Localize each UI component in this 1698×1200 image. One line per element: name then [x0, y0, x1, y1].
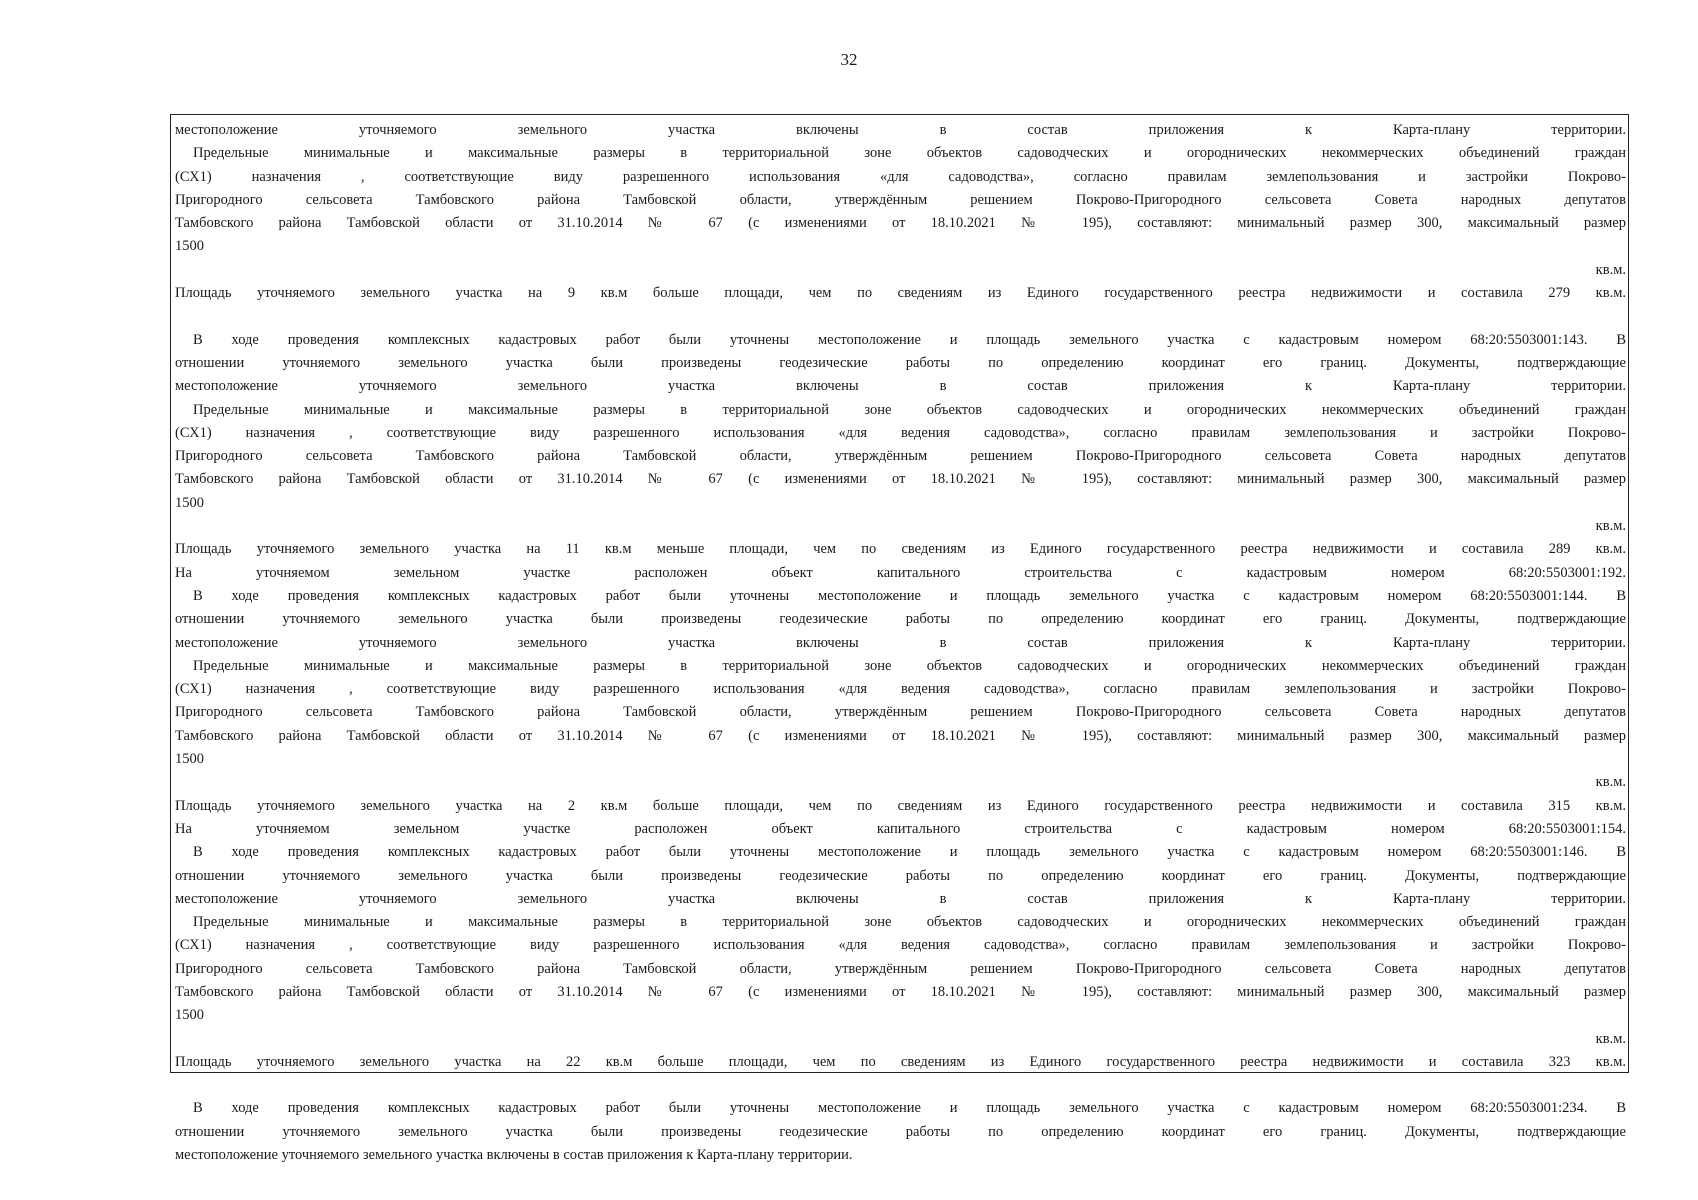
text-line: Тамбовского района Тамбовской области от 31.10.2014 № 67 (с изменениями от 18.10.2021 № 195), составляют: минимальный размер 300, максимальный размер — [175, 727, 1626, 744]
text-line: отношении уточняемого земельного участка были произведены геодезические работы по определению координат его границ. Документы, подтверждающие — [175, 611, 1626, 628]
text-line: Пригородного сельсовета Тамбовского района Тамбовской области, утверждённым решением Покрово-Пригородного сельсовета Совета народных депутатов — [175, 191, 1626, 208]
text-line: отношении уточняемого земельного участка были произведены геодезические работы по определению координат его границ. Документы, подтверждающие — [175, 354, 1626, 371]
text-line: (СХ1) назначения , соответствующие виду разрешенного использования «для ведения садоводства», согласно правилам землепользования и застройки Покрово- — [175, 424, 1626, 441]
text-line: (СХ1) назначения , соответствующие виду разрешенного использования «для ведения садоводства», согласно правилам землепользования и застройки Покрово- — [175, 937, 1626, 954]
text-line: 1500 — [175, 238, 204, 255]
text-line: В ходе проведения комплексных кадастровых работ были уточнены местоположение и площадь земельного участка с кадастровым номером 68:20:5503001:143. В — [193, 331, 1626, 348]
blank-line — [175, 305, 1626, 328]
text-line: кв.м. — [1595, 518, 1626, 535]
text-line: Площадь уточняемого земельного участка на 11 кв.м меньше площади, чем по сведениям из Единого государственного реестра недвижимости и составила 289 кв.м. — [175, 541, 1626, 558]
text-line: Предельные минимальные и максимальные размеры в территориальной зоне объектов садоводческих и огороднических некоммерческих объединений граждан — [193, 914, 1626, 931]
text-line: местоположение уточняемого земельного участка включены в состав приложения к Карта-плану территории. — [175, 1147, 853, 1164]
text-line: В ходе проведения комплексных кадастровых работ были уточнены местоположение и площадь земельного участка с кадастровым номером 68:20:5503001:144. В — [193, 587, 1626, 604]
text-line: В ходе проведения комплексных кадастровых работ были уточнены местоположение и площадь земельного участка с кадастровым номером 68:20:5503001:146. В — [193, 844, 1626, 861]
text-line: местоположение уточняемого земельного участка включены в состав приложения к Карта-плану территории. — [175, 122, 1626, 138]
text-line: Предельные минимальные и максимальные размеры в территориальной зоне объектов садоводческих и огороднических некоммерческих объединений граждан — [193, 657, 1626, 674]
text-line: кв.м. — [1595, 261, 1626, 278]
text-line: Тамбовского района Тамбовской области от 31.10.2014 № 67 (с изменениями от 18.10.2021 № 195), составляют: минимальный размер 300, максимальный размер — [175, 471, 1626, 488]
text-line: Пригородного сельсовета Тамбовского района Тамбовской области, утверждённым решением Покрово-Пригородного сельсовета Совета народных депутатов — [175, 960, 1626, 977]
text-line: 1500 — [175, 751, 204, 768]
text-line: местоположение уточняемого земельного участка включены в состав приложения к Карта-плану территории. — [175, 378, 1626, 395]
text-line: 1500 — [175, 494, 204, 511]
text-line: отношении уточняемого земельного участка были произведены геодезические работы по определению координат его границ. Документы, подтверждающие — [175, 1123, 1626, 1140]
text-line: В ходе проведения комплексных кадастровых работ были уточнены местоположение и площадь земельного участка с кадастровым номером 68:20:5503001:234. В — [193, 1100, 1626, 1117]
text-line: На уточняемом земельном участке расположен объект капитального строительства с кадастровым номером 68:20:5503001:154. — [175, 820, 1626, 837]
page-number: 32 — [840, 50, 858, 69]
text-line: отношении уточняемого земельного участка были произведены геодезические работы по определению координат его границ. Документы, подтверждающие — [175, 867, 1626, 884]
text-line: Тамбовского района Тамбовской области от 31.10.2014 № 67 (с изменениями от 18.10.2021 № 195), составляют: минимальный размер 300, максимальный размер — [175, 215, 1626, 232]
text-line: Площадь уточняемого земельного участка на 22 кв.м больше площади, чем по сведениям из Единого государственного реестра недвижимости и составила 323 кв.м. — [175, 1053, 1626, 1070]
document-text-frame — [170, 114, 1629, 1164]
text-line: Тамбовского района Тамбовской области от 31.10.2014 № 67 (с изменениями от 18.10.2021 № 195), составляют: минимальный размер 300, максимальный размер — [175, 983, 1626, 1000]
blank-line — [175, 1074, 1626, 1097]
text-line: (СХ1) назначения , соответствующие виду разрешенного использования «для ведения садоводства», согласно правилам землепользования и застройки Покрово- — [175, 681, 1626, 698]
text-line: местоположение уточняемого земельного участка включены в состав приложения к Карта-плану территории. — [175, 890, 1626, 907]
text-line: Площадь уточняемого земельного участка на 2 кв.м больше площади, чем по сведениям из Единого государственного реестра недвижимости и составила 315 кв.м. — [175, 797, 1626, 814]
text-line: Площадь уточняемого земельного участка на 9 кв.м больше площади, чем по сведениям из Единого государственного реестра недвижимости и составила 279 кв.м. — [175, 285, 1626, 302]
text-line: кв.м. — [1595, 1030, 1626, 1047]
text-line: На уточняемом земельном участке расположен объект капитального строительства с кадастровым номером 68:20:5503001:192. — [175, 564, 1626, 581]
text-line: Пригородного сельсовета Тамбовского района Тамбовской области, утверждённым решением Покрово-Пригородного сельсовета Совета народных депутатов — [175, 448, 1626, 465]
text-line: (СХ1) назначения , соответствующие виду разрешенного использования «для садоводства», согласно правилам землепользования и застройки Покрово- — [175, 168, 1626, 185]
text-line: кв.м. — [1595, 774, 1626, 791]
text-line: местоположение уточняемого земельного участка включены в состав приложения к Карта-плану территории. — [175, 634, 1626, 651]
text-line: Предельные минимальные и максимальные размеры в территориальной зоне объектов садоводческих и огороднических некоммерческих объединений граждан — [193, 145, 1626, 162]
text-line: Предельные минимальные и максимальные размеры в территориальной зоне объектов садоводческих и огороднических некоммерческих объединений граждан — [193, 401, 1626, 418]
text-line: Пригородного сельсовета Тамбовского района Тамбовской области, утверждённым решением Покрово-Пригородного сельсовета Совета народных депутатов — [175, 704, 1626, 721]
text-line: 1500 — [175, 1007, 204, 1024]
